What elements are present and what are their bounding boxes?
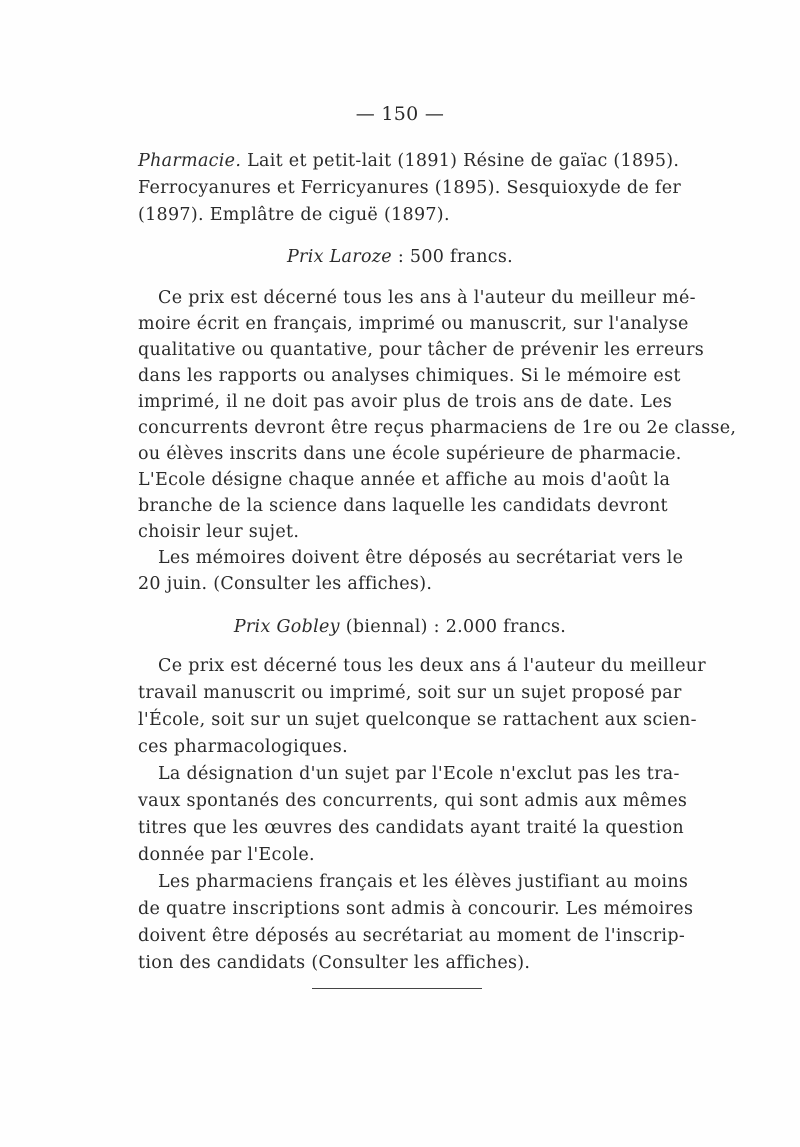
gobley-line: titres que les œuvres des candidats ayant traité la question — [138, 818, 684, 838]
gobley-line: ces pharmacologiques. — [138, 737, 348, 757]
gobley-line: La désignation d'un sujet par l'Ecole n'exclut pas les tra- — [158, 764, 680, 784]
laroze-line: dans les rapports ou analyses chimiques. Si le mémoire est — [138, 366, 681, 386]
laroze-line: concurrents devront être reçus pharmaciens de 1re ou 2e classe, — [138, 418, 737, 438]
pharmacie-line-2: Ferrocyanures et Ferricyanures (1895). Sesquioxyde de fer — [138, 178, 682, 198]
pharmacie-line-1 — [138, 148, 680, 174]
gobley-line: vaux spontanés des concurrents, qui sont admis aux mêmes — [138, 791, 688, 811]
gobley-line: l'École, soit sur un sujet quelconque se rattachent aux scien- — [138, 710, 697, 730]
gobley-line: Ce prix est décerné tous les deux ans á l'auteur du meilleur — [158, 656, 706, 676]
gobley-line: doivent être déposés au secrétariat au moment de l'inscrip- — [138, 926, 686, 946]
prix-gobley-amount: (biennal) : 2.000 francs. — [339, 617, 567, 637]
prix-laroze-heading — [0, 244, 800, 270]
gobley-line: travail manuscrit ou imprimé, soit sur un sujet proposé par — [138, 683, 682, 703]
prix-laroze-amount: : 500 francs. — [391, 247, 514, 267]
gobley-line: de quatre inscriptions sont admis à concourir. Les mémoires — [138, 899, 694, 919]
pharmacie-label: Pharmacie. — [138, 151, 242, 171]
laroze-line: ou élèves inscrits dans une école supérieure de pharmacie. — [138, 444, 682, 464]
gobley-line: donnée par l'Ecole. — [138, 845, 315, 865]
laroze-line: qualitative ou quantative, pour tâcher de prévenir les erreurs — [138, 340, 705, 360]
laroze-line: L'Ecole désigne chaque année et affiche au mois d'août la — [138, 470, 671, 490]
prix-gobley-name: Prix Gobley — [233, 617, 340, 637]
page-number: — 150 — — [355, 103, 445, 125]
laroze-line: branche de la science dans laquelle les candidats devront — [138, 496, 668, 516]
laroze-line: moire écrit en français, imprimé ou manuscrit, sur l'analyse — [138, 314, 689, 334]
end-rule — [312, 988, 482, 989]
laroze-line: Les mémoires doivent être déposés au secrétariat vers le — [158, 548, 684, 568]
laroze-line: 20 juin. (Consulter les affiches). — [138, 574, 433, 594]
pharmacie-line-3: (1897). Emplâtre de ciguë (1897). — [138, 205, 450, 225]
gobley-line: tion des candidats (Consulter les affiches). — [138, 953, 531, 973]
pharmacie-line-1-text: Lait et petit-lait (1891) Résine de gaïac (1895). — [241, 151, 680, 171]
laroze-line: imprimé, il ne doit pas avoir plus de trois ans de date. Les — [138, 392, 673, 412]
laroze-line: choisir leur sujet. — [138, 522, 300, 542]
gobley-line: Les pharmaciens français et les élèves justifiant au moins — [158, 872, 689, 892]
prix-laroze-name: Prix Laroze — [286, 247, 392, 267]
prix-gobley-heading — [0, 614, 800, 640]
laroze-line: Ce prix est décerné tous les ans à l'auteur du meilleur mé- — [158, 288, 696, 308]
